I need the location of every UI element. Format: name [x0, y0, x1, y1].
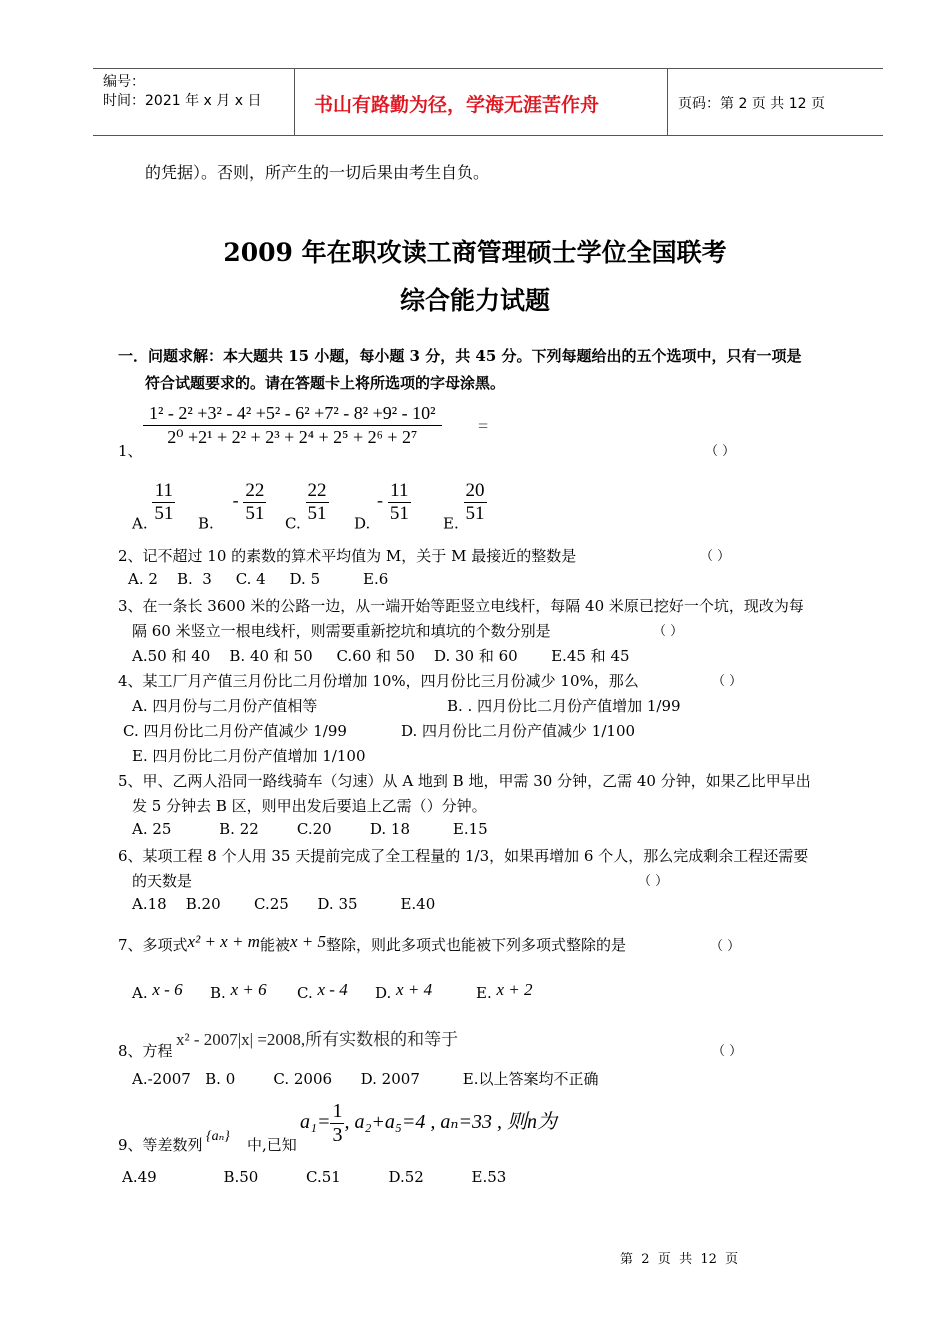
q1-option-a[interactable] — [132, 480, 175, 532]
header-divider-2 — [667, 68, 668, 136]
q7-divisor: x + 5 — [289, 932, 327, 951]
q7-option-a-expr: x - 6 — [152, 980, 183, 999]
q8-options[interactable]: A.-2007 B. 0 C. 2006 D. 2007 E.以上答案均不正确 — [132, 1070, 599, 1088]
q7-suffix: 整除，则此多项式也能被下列多项式整除的是 — [326, 936, 627, 954]
q6-line2: 的天数是 — [132, 872, 193, 890]
q2-options[interactable]: A. 2 B. 3 C. 4 D. 5 E.6 — [128, 570, 389, 588]
q5-options[interactable]: A. 25 B. 22 C.20 D. 18 E.15 — [132, 820, 488, 838]
q1-option-b-sign: - — [232, 490, 239, 511]
q9-condition-frac — [330, 1100, 344, 1147]
q1-option-b-num: 22 — [245, 480, 265, 501]
q5-line1: 5、甲、乙两人沿同一路线骑车（匀速）从 A 地到 B 地，甲需 30 分钟，乙需 40 分钟，如果乙比甲早出 — [118, 772, 811, 790]
q4-option-e[interactable]: E. 四月份比二月份产值增加 1/100 — [132, 747, 366, 765]
q1-option-a-num: 11 — [152, 480, 175, 503]
q1-option-e-den: 51 — [465, 502, 485, 524]
q1-option-e-label: E. — [443, 514, 459, 533]
q7-option-c-label: C. — [297, 984, 313, 1002]
q1-equals: = — [478, 416, 489, 436]
q9-frac-den: 3 — [332, 1124, 343, 1146]
q9-sequence: {aₙ} — [206, 1129, 230, 1144]
q7-option-c[interactable] — [297, 980, 348, 1002]
q1-fraction — [143, 402, 442, 450]
q7-option-c-expr: x - 4 — [317, 980, 348, 999]
q7-option-d-label: D. — [375, 984, 392, 1002]
q7-option-e-expr: x + 2 — [496, 980, 533, 999]
q1-option-c-frac — [306, 480, 329, 525]
q6-line1: 6、某项工程 8 个人用 35 天提前完成了全工程量的 1/3，如果再增加 6 个人，那么完成剩余工程还需要 — [118, 847, 809, 865]
q1-option-e-num: 20 — [465, 480, 485, 501]
q1-option-b-label: B. — [198, 514, 214, 533]
q1-option-d[interactable] — [354, 480, 411, 532]
intro-line: 的凭据）。否则，所产生的一切后果由考生自负。 — [145, 163, 490, 182]
q1-option-c[interactable] — [285, 480, 329, 532]
q1-option-a-den: 51 — [154, 502, 174, 524]
q3-line2: 隔 60 米竖立一根电线杆，则需要重新挖坑和填坑的个数分别是 — [132, 622, 551, 640]
q5-line2: 发 5 分钟去 B 区，则甲出发后要追上乙需（）分钟。 — [132, 797, 487, 815]
q8-answer-paren: （ ） — [712, 1044, 743, 1059]
q1-option-d-label: D. — [354, 514, 371, 533]
q7-option-b[interactable] — [210, 980, 267, 1002]
q4-answer-paren: （ ） — [712, 674, 743, 689]
page-footer: 第 2 页 共 12 页 — [620, 1252, 739, 1267]
q1-number: 1、 — [118, 442, 143, 460]
q9-options[interactable]: A.49 B.50 C.51 D.52 E.53 — [122, 1168, 507, 1186]
q7-answer-paren: （ ） — [710, 939, 741, 954]
q1-option-d-sign: - — [377, 490, 384, 511]
q1-denominator: 2⁰ +2¹ + 2² + 2³ + 2⁴ + 2⁵ + 2⁶ + 2⁷ — [167, 427, 418, 448]
q4-text: 4、某工厂月产值三月份比二月份增加 10%，四月份比三月份减少 10%，那么 — [118, 672, 639, 690]
q1-option-e[interactable] — [443, 480, 487, 532]
header-motto: 书山有路勤为径，学海无涯苦作舟 — [314, 94, 600, 116]
q1-option-b[interactable] — [198, 480, 266, 532]
q1-option-c-den: 51 — [307, 502, 327, 524]
q4-option-a[interactable]: A. 四月份与二月份产值相等 — [132, 697, 318, 715]
section1-instructions-line1: 一．问题求解：本大题共 15 小题，每小题 3 分，共 45 分。下列每题给出的五个选项中，只有一项是 — [118, 347, 802, 365]
q1-option-d-num: 11 — [388, 480, 411, 503]
title-line-1: 2009 年在职攻读工商管理硕士学位全国联考 — [223, 238, 727, 267]
q9-frac-num: 1 — [332, 1100, 343, 1122]
q9-prefix: 9、等差数列 — [118, 1136, 203, 1154]
q1-option-d-den: 51 — [389, 502, 409, 524]
q3-answer-paren: （ ） — [653, 624, 684, 639]
q1-option-c-num: 22 — [307, 480, 327, 501]
q1-option-e-frac — [464, 480, 487, 525]
section1-instructions-line2: 符合试题要求的。请在答题卡上将所选项的字母涂黑。 — [145, 374, 506, 392]
q1-answer-paren: （ ） — [705, 444, 736, 459]
q2-answer-paren: （ ） — [700, 549, 731, 564]
q7-option-b-expr: x + 6 — [230, 980, 267, 999]
q7-prefix: 7、多项式 — [118, 936, 188, 954]
q9-mid: 中,已知 — [247, 1136, 297, 1154]
q4-option-c[interactable]: C. 四月份比二月份产值减少 1/99 — [123, 722, 347, 740]
q7-option-e[interactable] — [476, 980, 533, 1002]
header-time-label: 时间：2021 年 x 月 x 日 — [103, 93, 262, 109]
q6-options[interactable]: A.18 B.20 C.25 D. 35 E.40 — [132, 895, 436, 913]
q9-condition-a1: a₁= — [300, 1111, 331, 1134]
q1-option-a-label: A. — [132, 514, 148, 533]
q4-option-d[interactable]: D. 四月份比二月份产值减少 1/100 — [401, 722, 636, 740]
q1-numerator: 1² - 2² +3² - 4² +5² - 6² +7² - 8² +9² - 10² — [143, 402, 442, 426]
q4-option-b[interactable]: B. . 四月份比二月份产值增加 1/99 — [447, 697, 681, 715]
q7-polynomial: x² + x + m — [187, 932, 260, 951]
q1-option-d-frac — [388, 480, 411, 525]
q2-text: 2、记不超过 10 的素数的算术平均值为 M，关于 M 最接近的整数是 — [118, 547, 577, 565]
q7-option-a[interactable] — [132, 980, 183, 1002]
header-bottom-border — [93, 135, 883, 136]
q7-option-d[interactable] — [375, 980, 432, 1002]
q1-option-b-den: 51 — [245, 502, 265, 524]
title-line-2: 综合能力试题 — [399, 286, 550, 315]
q7-stem — [118, 932, 626, 955]
q6-answer-paren: （ ） — [638, 874, 669, 889]
q8-prefix: 8、方程 — [118, 1042, 173, 1060]
q9-condition — [300, 1100, 557, 1147]
q1-option-c-label: C. — [285, 514, 301, 533]
header-top-border — [93, 68, 883, 69]
header-divider-1 — [294, 68, 295, 136]
q7-mid: 能被 — [259, 936, 290, 954]
q3-options[interactable]: A.50 和 40 B. 40 和 50 C.60 和 50 D. 30 和 60 E.45 和 45 — [132, 647, 630, 665]
header-page-label: 页码：第 2 页 共 12 页 — [678, 96, 825, 112]
header-serial-label: 编号： — [103, 74, 145, 90]
page-title — [0, 233, 950, 317]
q1-option-b-frac — [243, 480, 266, 525]
q7-option-a-label: A. — [132, 984, 148, 1002]
q8-equation: x² - 2007|x| =2008,所有实数根的和等于 — [176, 1030, 459, 1049]
q7-option-b-label: B. — [210, 984, 226, 1002]
q3-line1: 3、在一条长 3600 米的公路一边，从一端开始等距竖立电线杆，每隔 40 米原已挖好一个坑，现改为每 — [118, 597, 804, 615]
q7-option-d-expr: x + 4 — [396, 980, 433, 999]
q9-condition-rest: , a₂+a₅=4 , aₙ=33 , 则n为 — [344, 1111, 557, 1134]
q7-option-e-label: E. — [476, 984, 492, 1002]
q1-option-a-frac — [152, 480, 175, 525]
